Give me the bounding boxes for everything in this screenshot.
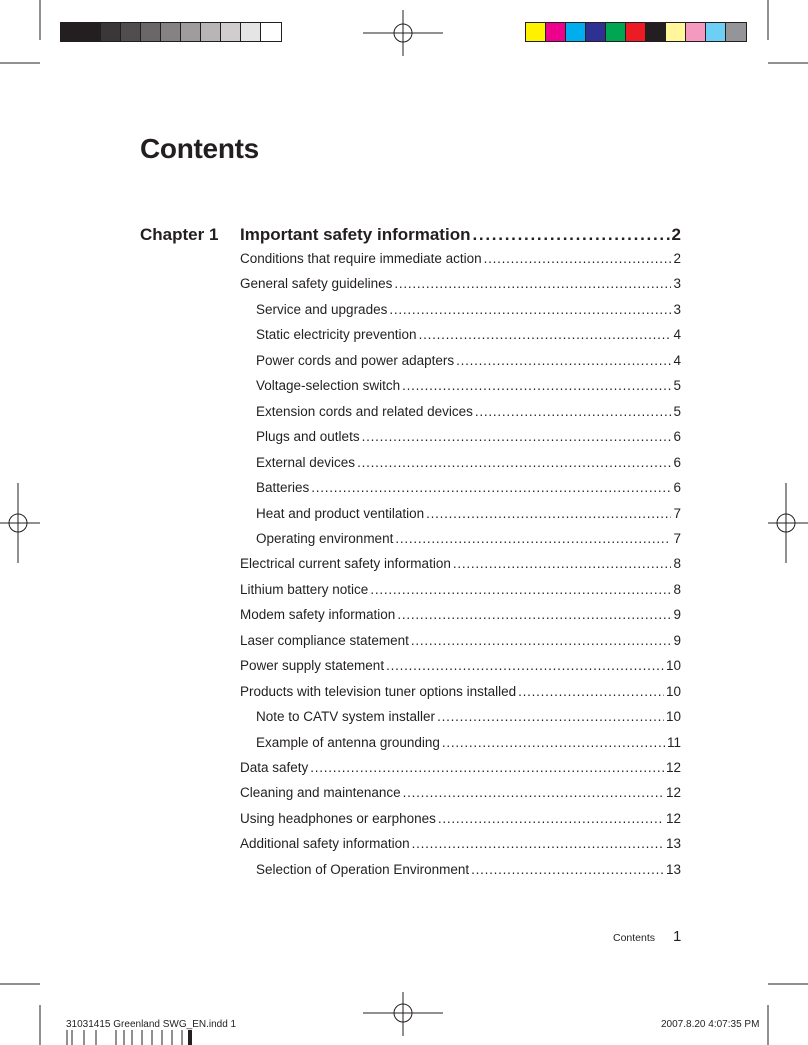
toc-entry[interactable] — [256, 353, 681, 368]
toc-entry-page-number: 9 — [673, 607, 681, 623]
toc-entry-title: Laser compliance statement — [240, 632, 409, 648]
dot-leader — [442, 735, 665, 750]
dot-leader — [471, 862, 664, 877]
dot-leader — [456, 353, 671, 368]
dot-leader — [453, 556, 672, 571]
toc-entry[interactable] — [240, 684, 681, 699]
chapter-heading[interactable] — [240, 225, 681, 245]
toc-entry-page-number: 5 — [673, 378, 681, 394]
slug-timestamp: 2007.8.20 4:07:35 PM — [661, 1019, 760, 1030]
color-swatch — [546, 23, 566, 41]
dot-leader — [437, 709, 664, 724]
toc-entry-title: Additional safety information — [240, 836, 410, 852]
dot-leader — [419, 327, 672, 342]
toc-entry-page-number: 8 — [673, 581, 681, 597]
dot-leader — [370, 582, 671, 597]
toc-entry-title: Cleaning and maintenance — [240, 785, 401, 801]
toc-entry-title: External devices — [256, 454, 356, 470]
toc-entry[interactable] — [256, 506, 681, 521]
gray-swatch — [101, 23, 121, 41]
gray-swatch — [221, 23, 241, 41]
chapter-label: Chapter 1 — [140, 225, 219, 244]
toc-entry[interactable] — [256, 327, 681, 342]
dot-leader — [311, 480, 671, 495]
toc-entry-page-number: 4 — [673, 327, 681, 343]
toc-entry-title: Note to CATV system installer — [256, 709, 436, 725]
dot-leader — [403, 785, 664, 800]
toc-entry-title: Selection of Operation Environment — [256, 861, 470, 877]
footer-label: Contents — [613, 932, 656, 944]
dot-leader — [518, 684, 664, 699]
toc-entry-title: Power supply statement — [240, 658, 385, 674]
gray-swatch — [261, 23, 281, 41]
gray-swatch — [81, 23, 101, 41]
toc-entry-page-number: 12 — [665, 785, 681, 801]
toc-entry[interactable] — [256, 302, 681, 317]
toc-entry-title: Data safety — [240, 760, 309, 775]
color-swatch — [686, 23, 706, 41]
toc-entry-title: Service and upgrades — [256, 301, 388, 317]
toc-entry-page-number: 13 — [665, 861, 681, 877]
toc-entry-page-number: 7 — [673, 530, 681, 546]
toc-entry-page-number: 6 — [673, 454, 681, 470]
toc-entry-page-number: 3 — [673, 301, 681, 317]
toc-entry[interactable] — [240, 785, 681, 800]
gray-swatch — [241, 23, 261, 41]
registration-mark-left — [0, 483, 40, 563]
toc-entry-page-number: 5 — [673, 403, 681, 419]
toc-entry[interactable] — [240, 276, 681, 291]
toc-entry-page-number: 12 — [665, 810, 681, 826]
dot-leader — [472, 225, 669, 245]
slug-tick-marks — [67, 1030, 182, 1045]
gray-swatch — [141, 23, 161, 41]
toc-entry-page-number: 7 — [673, 505, 681, 521]
toc-entry-title: Lithium battery notice — [240, 581, 369, 597]
dot-leader — [475, 404, 672, 419]
color-swatch — [566, 23, 586, 41]
slug-block — [188, 1030, 192, 1045]
color-swatch — [706, 23, 726, 41]
toc-entry-page-number: 3 — [673, 276, 681, 292]
toc-entry-page-number: 10 — [665, 683, 681, 699]
dot-leader — [310, 760, 664, 775]
toc-entry[interactable] — [240, 760, 681, 775]
toc-entry-title: Voltage-selection switch — [256, 378, 401, 394]
toc-entry-page-number: 10 — [665, 658, 681, 674]
dot-leader — [362, 429, 672, 444]
toc-entry-title: Operating environment — [256, 530, 394, 546]
toc-entry[interactable] — [256, 862, 681, 877]
toc-entry-title: Power cords and power adapters — [256, 352, 455, 368]
toc-entry[interactable] — [256, 735, 681, 750]
toc-entry[interactable] — [240, 607, 681, 622]
color-swatch — [626, 23, 646, 41]
footer-page-number: 1 — [673, 928, 682, 945]
toc-entry[interactable] — [240, 658, 681, 673]
toc-entry[interactable] — [256, 429, 681, 444]
toc-entry-page-number: 11 — [666, 734, 681, 750]
dot-leader — [411, 633, 672, 648]
gray-swatch — [61, 23, 81, 41]
dot-leader — [438, 811, 664, 826]
toc-entry[interactable] — [256, 378, 681, 393]
registration-mark-right — [768, 483, 808, 563]
toc-entry[interactable] — [240, 582, 681, 597]
toc-entry[interactable] — [256, 480, 681, 495]
dot-leader — [397, 607, 671, 622]
toc-entry-page-number: 12 — [665, 760, 681, 775]
color-swatch — [646, 23, 666, 41]
toc-entry[interactable] — [256, 404, 681, 419]
toc-entry[interactable] — [240, 811, 681, 826]
color-bar — [525, 22, 747, 42]
toc-entry-title: Static electricity prevention — [256, 327, 417, 343]
dot-leader — [484, 251, 672, 266]
toc-entry-page-number: 6 — [673, 480, 681, 496]
toc-entry-title: Electrical current safety information — [240, 556, 451, 572]
color-swatch — [666, 23, 686, 41]
toc-entry-title: General safety guidelines — [240, 276, 393, 292]
toc-entry-page-number: 2 — [673, 251, 681, 266]
color-swatch — [526, 23, 546, 41]
color-swatch — [606, 23, 626, 41]
color-swatch — [586, 23, 606, 41]
gray-swatch — [121, 23, 141, 41]
toc-entry[interactable] — [256, 531, 681, 546]
toc-entry-page-number: 13 — [665, 836, 681, 852]
toc-entry-title: Plugs and outlets — [256, 429, 360, 445]
toc-entry-title: Extension cords and related devices — [256, 403, 473, 419]
toc-entry-page-number: 10 — [665, 709, 681, 725]
gray-swatch — [181, 23, 201, 41]
dot-leader — [357, 455, 671, 470]
chapter-page-number: 2 — [671, 225, 681, 244]
toc-entry[interactable] — [240, 251, 681, 266]
toc-entry-title: Products with television tuner options installed — [240, 683, 517, 699]
gray-swatch — [201, 23, 221, 41]
registration-mark-top — [363, 10, 443, 56]
toc-entry-title: Example of antenna grounding — [256, 734, 440, 750]
dot-leader — [402, 378, 671, 393]
chapter-title: Important safety information — [240, 225, 471, 244]
dot-leader — [386, 658, 664, 673]
grayscale-bar — [60, 22, 282, 42]
toc-entry-page-number: 8 — [673, 556, 681, 572]
toc-entry-page-number: 4 — [673, 352, 681, 368]
dot-leader — [395, 531, 671, 546]
toc-entry-title: Batteries — [256, 480, 310, 496]
toc-entry-title: Modem safety information — [240, 607, 396, 623]
dot-leader — [389, 302, 671, 317]
toc-entry[interactable] — [240, 836, 681, 851]
dot-leader — [426, 506, 671, 521]
toc-entry-title: Using headphones or earphones — [240, 810, 436, 826]
toc-entry[interactable] — [256, 455, 681, 470]
color-swatch — [726, 23, 746, 41]
toc-entry[interactable] — [240, 556, 681, 571]
toc-entry-page-number: 6 — [673, 429, 681, 445]
toc-entry-title: Heat and product ventilation — [256, 505, 425, 521]
slug-filename: 31031415 Greenland SWG_EN.indd 1 — [66, 1019, 237, 1030]
page-title: Contents — [140, 133, 259, 164]
gray-swatch — [161, 23, 181, 41]
toc-entry[interactable] — [256, 709, 681, 724]
toc-entry-title: Conditions that require immediate action — [240, 251, 482, 266]
registration-mark-bottom — [363, 992, 443, 1036]
toc-entry-page-number: 9 — [673, 632, 681, 648]
dot-leader — [394, 276, 671, 291]
dot-leader — [412, 836, 664, 851]
toc-entry[interactable] — [240, 633, 681, 648]
